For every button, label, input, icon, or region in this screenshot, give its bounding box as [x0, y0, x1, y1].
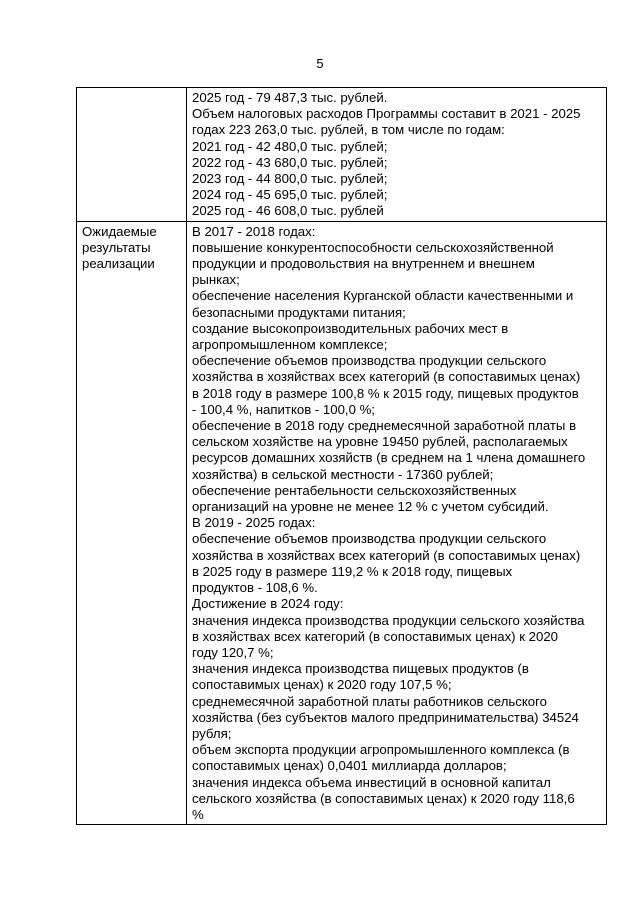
text-line: сопоставимых ценах) к 2020 году 107,5 %; — [192, 677, 452, 693]
program-passport-table — [76, 87, 607, 825]
row-label-line: Ожидаемые — [82, 223, 157, 239]
text-line: ресурсов домашних хозяйств (в среднем на 1 члена домашнего — [192, 450, 586, 466]
row-label-line: результаты — [82, 239, 151, 255]
text-line: объем экспорта продукции агропромышленного комплекса (в — [192, 742, 570, 758]
text-line: повышение конкурентоспособности сельскохозяйственной — [192, 239, 554, 255]
text-line: в 2018 году в размере 100,8 % к 2015 году, пищевых продуктов — [192, 385, 579, 401]
text-line: в 2025 году в размере 119,2 % к 2018 году, пищевых — [192, 563, 513, 579]
text-line: сопоставимых ценах) 0,0401 миллиарда долларов; — [192, 758, 507, 774]
text-line: 2025 год - 79 487,3 тыс. рублей. — [192, 90, 388, 105]
text-line: 2024 год - 45 695,0 тыс. рублей; — [192, 187, 388, 203]
text-line: 2021 год - 42 480,0 тыс. рублей; — [192, 138, 388, 154]
text-line: 2025 год - 46 608,0 тыс. рублей — [192, 203, 384, 219]
text-line: сельском хозяйстве на уровне 19450 рублей, располагаемых — [192, 434, 568, 450]
text-line: безопасными продуктами питания; — [192, 304, 406, 320]
text-line: В 2017 - 2018 годах: — [192, 223, 316, 239]
text-line: сельского хозяйства (в сопоставимых ценах) к 2020 году 118,6 — [192, 790, 575, 806]
text-line: хозяйства в хозяйствах всех категорий (в сопоставимых ценах) — [192, 547, 581, 563]
text-line: - 100,4 %, напитков - 100,0 %; — [192, 401, 375, 417]
expected-results-content-cell — [187, 221, 607, 825]
text-line: обеспечение объемов производства продукции сельского — [192, 531, 547, 547]
text-line: организаций на уровне не менее 12 % с учетом субсидий. — [192, 499, 549, 515]
text-line: рынках; — [192, 272, 240, 288]
text-line: Объем налоговых расходов Программы составит в 2021 - 2025 — [192, 106, 581, 122]
text-line: Достижение в 2024 году: — [192, 596, 344, 612]
funding-row — [77, 88, 607, 222]
text-line: продуктов - 108,6 %. — [192, 580, 318, 596]
text-line: обеспечение населения Курганской области качественными и — [192, 288, 574, 304]
text-line: значения индекса объема инвестиций в основной капитал — [192, 774, 551, 790]
text-line: обеспечение в 2018 году среднемесячной заработной платы в — [192, 418, 577, 434]
expected-results-label-cell — [77, 221, 187, 825]
row-label-line: реализации — [82, 256, 155, 272]
text-line: хозяйства) в сельской местности - 17360 рублей; — [192, 466, 494, 482]
text-line: среднемесячной заработной платы работников сельского — [192, 693, 547, 709]
text-line: обеспечение объемов производства продукции сельского — [192, 353, 547, 369]
text-line: 2023 год - 44 800,0 тыс. рублей; — [192, 171, 388, 187]
text-line: значения индекса производства пищевых продуктов (в — [192, 661, 529, 677]
text-line: хозяйства (без субъектов малого предпринимательства) 34524 — [192, 709, 579, 725]
text-line: продукции и продовольствия на внутреннем и внешнем — [192, 256, 535, 272]
text-line: в хозяйствах всех категорий (в сопоставимых ценах) к 2020 — [192, 628, 558, 644]
text-line: рубля; — [192, 725, 232, 741]
expected-results-row — [77, 221, 607, 825]
text-line: В 2019 - 2025 годах: — [192, 515, 316, 531]
page-number: 5 — [316, 56, 324, 71]
text-line: % — [192, 806, 204, 822]
text-line: создание высокопроизводительных рабочих мест в — [192, 320, 509, 336]
text-line: значения индекса производства продукции сельского хозяйства — [192, 612, 585, 628]
text-line: годах 223 263,0 тыс. рублей, в том числе по годам: — [192, 122, 505, 138]
funding-row-content-cell — [187, 88, 607, 222]
text-line: обеспечение рентабельности сельскохозяйственных — [192, 482, 517, 498]
text-line: 2022 год - 43 680,0 тыс. рублей; — [192, 154, 388, 170]
funding-row-label-cell — [77, 88, 187, 222]
text-line: году 120,7 %; — [192, 644, 274, 660]
text-line: агропромышленном комплексе; — [192, 337, 388, 353]
text-line: хозяйства в хозяйствах всех категорий (в сопоставимых ценах) — [192, 369, 581, 385]
